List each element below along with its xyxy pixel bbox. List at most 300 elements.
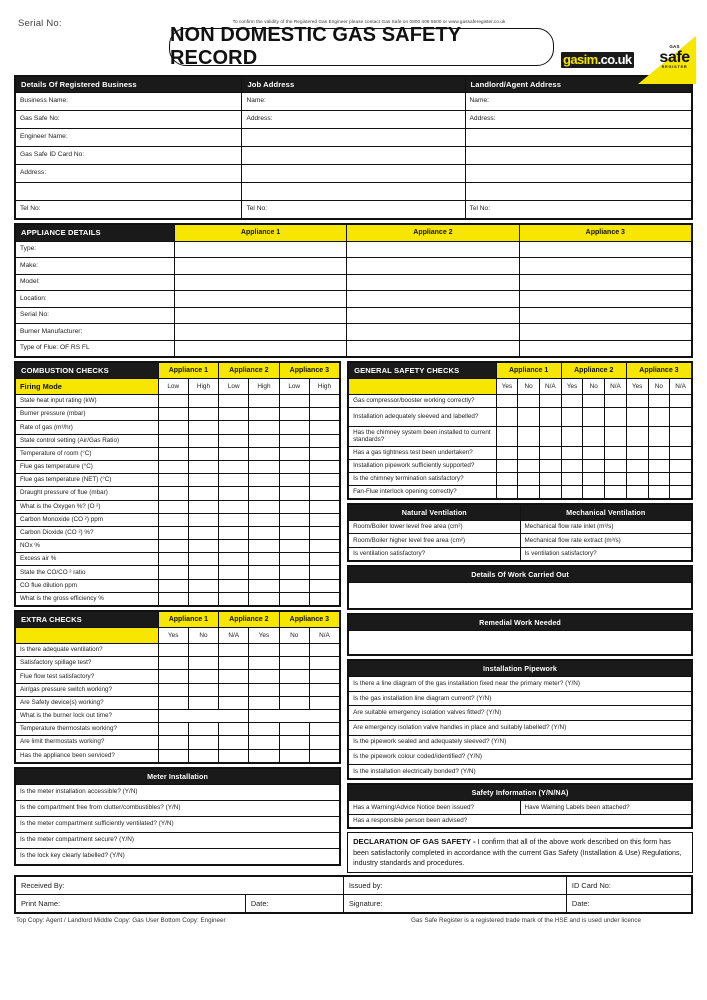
gsc-cell-3-4[interactable] xyxy=(583,446,605,459)
extra-cell-7-4[interactable] xyxy=(279,736,309,749)
gsc-cell-5-0[interactable] xyxy=(496,472,518,485)
combustion-cell-15-2[interactable] xyxy=(219,592,249,605)
appliance-2-burner-cell[interactable] xyxy=(347,324,519,341)
combustion-cell-0-5[interactable] xyxy=(309,395,339,408)
work-carried-out-input[interactable] xyxy=(349,583,692,609)
appliance-2-make-cell[interactable] xyxy=(347,258,519,275)
appliance-2-location-cell[interactable] xyxy=(347,291,519,308)
gsc-cell-3-0[interactable] xyxy=(496,446,518,459)
combustion-cell-4-4[interactable] xyxy=(279,447,309,460)
combustion-cell-10-4[interactable] xyxy=(279,526,309,539)
gsc-cell-4-6[interactable] xyxy=(626,459,648,472)
gsc-cell-3-6[interactable] xyxy=(626,446,648,459)
combustion-cell-0-3[interactable] xyxy=(249,395,279,408)
right-column xyxy=(347,361,693,876)
extra-cell-7-0[interactable] xyxy=(158,736,188,749)
combustion-cell-3-4[interactable] xyxy=(279,434,309,447)
table-row xyxy=(16,307,692,324)
combustion-cell-9-0[interactable] xyxy=(158,513,188,526)
received-by-field[interactable]: Received By: xyxy=(16,877,344,895)
gsc-cell-1-1[interactable] xyxy=(518,408,540,427)
combustion-cell-8-4[interactable] xyxy=(279,500,309,513)
appliance-1-low-header: Low xyxy=(158,379,188,395)
combustion-cell-7-4[interactable] xyxy=(279,487,309,500)
combustion-cell-6-2[interactable] xyxy=(219,474,249,487)
extra-cell-4-1[interactable] xyxy=(188,696,218,709)
gsc-cell-4-0[interactable] xyxy=(496,459,518,472)
combustion-cell-9-1[interactable] xyxy=(188,513,218,526)
gsc-cell-3-2[interactable] xyxy=(539,446,561,459)
landlord-name-field[interactable]: Name: xyxy=(465,93,691,111)
combustion-cell-11-0[interactable] xyxy=(158,540,188,553)
extra-cell-6-1[interactable] xyxy=(188,723,218,736)
combustion-cell-8-5[interactable] xyxy=(309,500,339,513)
extra-cell-0-2[interactable] xyxy=(219,644,249,657)
warning-notice-issued-field[interactable]: Has a Warning/Advice Notice been issued? xyxy=(349,801,520,815)
meter-row-4[interactable]: Is the lock key clearly labelled? (Y/N) xyxy=(16,848,340,864)
extra-cell-7-1[interactable] xyxy=(188,736,218,749)
landlord-address-line3[interactable] xyxy=(465,147,691,165)
combustion-cell-14-5[interactable] xyxy=(309,579,339,592)
combustion-cell-2-0[interactable] xyxy=(158,421,188,434)
appliance-1-type-cell[interactable] xyxy=(174,241,346,258)
business-address-field[interactable]: Address: xyxy=(16,165,242,183)
combustion-cell-6-0[interactable] xyxy=(158,474,188,487)
appliance-1-flue-cell[interactable] xyxy=(174,340,346,357)
combustion-cell-14-3[interactable] xyxy=(249,579,279,592)
pipework-row-5[interactable]: Is the pipework colour coded/identified? (Y/N) xyxy=(349,750,692,765)
table-header-row xyxy=(16,225,692,242)
combustion-cell-1-4[interactable] xyxy=(279,408,309,421)
gsc-cell-5-4[interactable] xyxy=(583,472,605,485)
combustion-cell-5-3[interactable] xyxy=(249,460,279,473)
combustion-cell-10-2[interactable] xyxy=(219,526,249,539)
business-header: Details Of Registered Business xyxy=(16,77,242,93)
extra-cell-3-0[interactable] xyxy=(158,683,188,696)
combustion-cell-12-2[interactable] xyxy=(219,553,249,566)
extra-cell-4-3[interactable] xyxy=(249,696,279,709)
extra-cell-8-5[interactable] xyxy=(309,749,339,762)
safety-information-table xyxy=(348,784,692,828)
extra-cell-0-1[interactable] xyxy=(188,644,218,657)
appliance-2-serial-cell[interactable] xyxy=(347,307,519,324)
combustion-cell-6-1[interactable] xyxy=(188,474,218,487)
gsc-cell-1-3[interactable] xyxy=(561,408,583,427)
combustion-cell-4-2[interactable] xyxy=(219,447,249,460)
pipework-row-0[interactable]: Is there a line diagram of the gas installation fixed near the primary meter? (Y/N) xyxy=(349,677,692,692)
combustion-cell-13-5[interactable] xyxy=(309,566,339,579)
extra-cell-0-4[interactable] xyxy=(279,644,309,657)
landlord-tel-field[interactable]: Tel No: xyxy=(465,201,691,219)
extra-cell-7-2[interactable] xyxy=(219,736,249,749)
extra-cell-2-5[interactable] xyxy=(309,670,339,683)
gsc-cell-6-5[interactable] xyxy=(605,485,627,498)
combustion-cell-9-2[interactable] xyxy=(219,513,249,526)
extra-cell-0-0[interactable] xyxy=(158,644,188,657)
meter-row-1[interactable]: Is the compartment free from clutter/combustibles? (Y/N) xyxy=(16,800,340,816)
combustion-cell-13-0[interactable] xyxy=(158,566,188,579)
appliance-3-type-cell[interactable] xyxy=(519,241,691,258)
extra-cell-6-0[interactable] xyxy=(158,723,188,736)
landlord-address-line4[interactable] xyxy=(465,165,691,183)
job-address-line3[interactable] xyxy=(242,147,465,165)
business-name-field[interactable]: Business Name: xyxy=(16,93,242,111)
warning-labels-attached-field[interactable]: Have Warning Labels been attached? xyxy=(520,801,691,815)
gsc-cell-1-5[interactable] xyxy=(605,408,627,427)
extra-cell-5-merged-a[interactable] xyxy=(158,709,249,722)
combustion-cell-5-4[interactable] xyxy=(279,460,309,473)
combustion-cell-3-2[interactable] xyxy=(219,434,249,447)
appliance-1-location-cell[interactable] xyxy=(174,291,346,308)
gsc-cell-0-5[interactable] xyxy=(605,395,627,408)
pipework-row-6[interactable]: Is the installation electrically bonded? (Y/N) xyxy=(349,764,692,779)
engineer-name-field[interactable]: Engineer Name: xyxy=(16,129,242,147)
gsc-cell-5-5[interactable] xyxy=(605,472,627,485)
combustion-cell-2-1[interactable] xyxy=(188,421,218,434)
extra-cell-3-2[interactable] xyxy=(219,683,249,696)
meter-row-3[interactable]: Is the meter compartment secure? (Y/N) xyxy=(16,832,340,848)
extra-cell-3-5[interactable] xyxy=(309,683,339,696)
appliance-1-header: Appliance 1 xyxy=(174,225,346,242)
extra-cell-4-5[interactable] xyxy=(309,696,339,709)
combustion-cell-2-4[interactable] xyxy=(279,421,309,434)
combustion-cell-11-5[interactable] xyxy=(309,540,339,553)
pipework-row-3[interactable]: Are emergency isolation valve handles in place and suitably labelled? (Y/N) xyxy=(349,721,692,736)
responsible-person-advised-field[interactable]: Has a responsible person been advised? xyxy=(349,814,692,828)
landlord-address-header: Landlord/Agent Address xyxy=(465,77,691,93)
combustion-cell-4-3[interactable] xyxy=(249,447,279,460)
appliance-1-burner-cell[interactable] xyxy=(174,324,346,341)
combustion-cell-13-3[interactable] xyxy=(249,566,279,579)
job-address-line4[interactable] xyxy=(242,165,465,183)
appliance-3-model-cell[interactable] xyxy=(519,274,691,291)
combustion-cell-4-1[interactable] xyxy=(188,447,218,460)
combustion-cell-7-1[interactable] xyxy=(188,487,218,500)
combustion-cell-8-1[interactable] xyxy=(188,500,218,513)
extra-cell-8-2[interactable] xyxy=(219,749,249,762)
combustion-cell-12-0[interactable] xyxy=(158,553,188,566)
extra-cell-7-3[interactable] xyxy=(249,736,279,749)
pipework-row-4[interactable]: Is the pipework sealed and adequately sleeved? (Y/N) xyxy=(349,735,692,750)
gsc-cell-0-6[interactable] xyxy=(626,395,648,408)
extra-cell-2-3[interactable] xyxy=(249,670,279,683)
extra-cell-4-2[interactable] xyxy=(219,696,249,709)
gsc-cell-2-4[interactable] xyxy=(583,427,605,447)
gsc-cell-1-6[interactable] xyxy=(626,408,648,427)
mech-vent-row-2[interactable]: Mechanical flow rate extract (m³/s) xyxy=(520,534,691,548)
extra-cell-2-0[interactable] xyxy=(158,670,188,683)
gsc-cell-6-4[interactable] xyxy=(583,485,605,498)
extra-cell-4-0[interactable] xyxy=(158,696,188,709)
gsc-cell-4-1[interactable] xyxy=(518,459,540,472)
gsc-cell-1-8[interactable] xyxy=(670,408,692,427)
combustion-cell-13-2[interactable] xyxy=(219,566,249,579)
combustion-cell-14-1[interactable] xyxy=(188,579,218,592)
combustion-cell-2-5[interactable] xyxy=(309,421,339,434)
combustion-cell-5-5[interactable] xyxy=(309,460,339,473)
combustion-cell-8-3[interactable] xyxy=(249,500,279,513)
combustion-cell-9-4[interactable] xyxy=(279,513,309,526)
table-row xyxy=(349,547,692,561)
extra-cell-3-3[interactable] xyxy=(249,683,279,696)
logo-safe-label: safe xyxy=(659,48,690,66)
gsc-cell-4-5[interactable] xyxy=(605,459,627,472)
combustion-cell-10-0[interactable] xyxy=(158,526,188,539)
pipework-row-1[interactable]: Is the gas installation line diagram current? (Y/N) xyxy=(349,691,692,706)
extra-cell-8-4[interactable] xyxy=(279,749,309,762)
combustion-cell-8-2[interactable] xyxy=(219,500,249,513)
gas-safe-id-card-field[interactable]: Gas Safe ID Card No: xyxy=(16,147,242,165)
pipework-row-2[interactable]: Are suitable emergency isolation valves fitted? (Y/N) xyxy=(349,706,692,721)
gsc-cell-3-8[interactable] xyxy=(670,446,692,459)
combustion-cell-14-4[interactable] xyxy=(279,579,309,592)
combustion-cell-7-0[interactable] xyxy=(158,487,188,500)
gsc-cell-2-0[interactable] xyxy=(496,427,518,447)
gsc-cell-3-3[interactable] xyxy=(561,446,583,459)
gsc-cell-2-2[interactable] xyxy=(539,427,561,447)
gsc-cell-4-4[interactable] xyxy=(583,459,605,472)
gsc-cell-2-8[interactable] xyxy=(670,427,692,447)
extra-cell-1-4[interactable] xyxy=(279,657,309,670)
gsc-cell-0-1[interactable] xyxy=(518,395,540,408)
date-left-field[interactable]: Date: xyxy=(245,895,343,913)
remedial-work-input[interactable] xyxy=(349,631,692,655)
gsc-cell-5-2[interactable] xyxy=(539,472,561,485)
combustion-cell-3-1[interactable] xyxy=(188,434,218,447)
appliance-1-model-cell[interactable] xyxy=(174,274,346,291)
extra-cell-0-5[interactable] xyxy=(309,644,339,657)
extra-cell-6-2[interactable] xyxy=(219,723,249,736)
appliance-2-flue-cell[interactable] xyxy=(347,340,519,357)
combustion-cell-4-5[interactable] xyxy=(309,447,339,460)
gsc-cell-6-3[interactable] xyxy=(561,485,583,498)
date-right-field[interactable]: Date: xyxy=(566,895,691,913)
gsc-cell-4-7[interactable] xyxy=(648,459,670,472)
gsc-cell-4-3[interactable] xyxy=(561,459,583,472)
gsc-cell-0-7[interactable] xyxy=(648,395,670,408)
landlord-address-line5[interactable] xyxy=(465,183,691,201)
meter-row-2[interactable]: Is the meter compartment sufficiently ventilated? (Y/N) xyxy=(16,816,340,832)
gsc-cell-3-5[interactable] xyxy=(605,446,627,459)
gasim-logo xyxy=(561,52,634,68)
combustion-cell-12-3[interactable] xyxy=(249,553,279,566)
combustion-cell-14-2[interactable] xyxy=(219,579,249,592)
gsc-cell-0-3[interactable] xyxy=(561,395,583,408)
id-card-no-field[interactable]: ID Card No: xyxy=(566,877,691,895)
combustion-cell-10-1[interactable] xyxy=(188,526,218,539)
combustion-cell-12-1[interactable] xyxy=(188,553,218,566)
appliance-3-location-cell[interactable] xyxy=(519,291,691,308)
appliance-3-serial-cell[interactable] xyxy=(519,307,691,324)
gsc-cell-2-1[interactable] xyxy=(518,427,540,447)
ventilation-table xyxy=(348,504,692,562)
gsc-cell-2-5[interactable] xyxy=(605,427,627,447)
extra-cell-6-5[interactable] xyxy=(309,723,339,736)
gsc-cell-6-1[interactable] xyxy=(518,485,540,498)
combustion-cell-2-2[interactable] xyxy=(219,421,249,434)
extra-cell-4-4[interactable] xyxy=(279,696,309,709)
job-address-line2[interactable] xyxy=(242,129,465,147)
combustion-cell-13-1[interactable] xyxy=(188,566,218,579)
gsc-cell-3-7[interactable] xyxy=(648,446,670,459)
gsc-cell-6-7[interactable] xyxy=(648,485,670,498)
gsc-cell-6-0[interactable] xyxy=(496,485,518,498)
gas-safe-no-field[interactable]: Gas Safe No: xyxy=(16,111,242,129)
extra-cell-0-3[interactable] xyxy=(249,644,279,657)
extra-cell-1-2[interactable] xyxy=(219,657,249,670)
gsc-cell-0-4[interactable] xyxy=(583,395,605,408)
extra-cell-3-1[interactable] xyxy=(188,683,218,696)
combustion-cell-7-2[interactable] xyxy=(219,487,249,500)
appliance-1-serial-cell[interactable] xyxy=(174,307,346,324)
gsc-cell-5-3[interactable] xyxy=(561,472,583,485)
combustion-cell-9-3[interactable] xyxy=(249,513,279,526)
combustion-cell-0-1[interactable] xyxy=(188,395,218,408)
gsc-cell-6-8[interactable] xyxy=(670,485,692,498)
combustion-cell-3-0[interactable] xyxy=(158,434,188,447)
extra-cell-6-3[interactable] xyxy=(249,723,279,736)
combustion-cell-11-4[interactable] xyxy=(279,540,309,553)
mech-vent-row-1[interactable]: Mechanical flow rate inlet (m³/s) xyxy=(520,520,691,534)
combustion-cell-1-2[interactable] xyxy=(219,408,249,421)
extra-cell-1-1[interactable] xyxy=(188,657,218,670)
issued-by-field[interactable]: Issued by: xyxy=(343,877,566,895)
combustion-row-label-6: Flue gas temperature (NET) (°C) xyxy=(16,474,159,487)
combustion-cell-1-0[interactable] xyxy=(158,408,188,421)
combustion-cell-4-0[interactable] xyxy=(158,447,188,460)
extra-checks-section xyxy=(14,610,341,764)
combustion-cell-15-0[interactable] xyxy=(158,592,188,605)
combustion-cell-5-1[interactable] xyxy=(188,460,218,473)
mech-vent-row-3[interactable]: Is ventilation satisfactory? xyxy=(520,547,691,561)
gsc-cell-5-7[interactable] xyxy=(648,472,670,485)
business-address-line2[interactable] xyxy=(16,183,242,201)
job-address-line5[interactable] xyxy=(242,183,465,201)
gsc-cell-0-8[interactable] xyxy=(670,395,692,408)
pipe-rows-body xyxy=(349,677,692,779)
combustion-cell-7-5[interactable] xyxy=(309,487,339,500)
combustion-cell-6-4[interactable] xyxy=(279,474,309,487)
combustion-cell-0-2[interactable] xyxy=(219,395,249,408)
natural-vent-row-3[interactable]: Is ventilation satisfactory? xyxy=(349,547,520,561)
natural-vent-row-2[interactable]: Room/Boiler higher level free area (cm²) xyxy=(349,534,520,548)
combustion-cell-15-4[interactable] xyxy=(279,592,309,605)
natural-vent-row-1[interactable]: Room/Boiler lower level free area (cm²) xyxy=(349,520,520,534)
extra-cell-2-4[interactable] xyxy=(279,670,309,683)
extra-cell-2-1[interactable] xyxy=(188,670,218,683)
job-name-field[interactable]: Name: xyxy=(242,93,465,111)
combustion-cell-7-3[interactable] xyxy=(249,487,279,500)
extra-cell-5-merged-b[interactable] xyxy=(249,709,340,722)
gsc-cell-2-3[interactable] xyxy=(561,427,583,447)
extra-cell-8-1[interactable] xyxy=(188,749,218,762)
extra-cell-8-0[interactable] xyxy=(158,749,188,762)
combustion-cell-6-5[interactable] xyxy=(309,474,339,487)
extra-cell-1-0[interactable] xyxy=(158,657,188,670)
gsc-cell-1-0[interactable] xyxy=(496,408,518,427)
job-address-field[interactable]: Address: xyxy=(242,111,465,129)
extra-cell-2-2[interactable] xyxy=(219,670,249,683)
combustion-cell-0-0[interactable] xyxy=(158,395,188,408)
appliance-3-flue-cell[interactable] xyxy=(519,340,691,357)
meter-row-0[interactable]: Is the meter installation accessible? (Y/N) xyxy=(16,784,340,800)
combustion-cell-3-3[interactable] xyxy=(249,434,279,447)
combustion-cell-8-0[interactable] xyxy=(158,500,188,513)
combustion-cell-11-2[interactable] xyxy=(219,540,249,553)
gsc-cell-4-8[interactable] xyxy=(670,459,692,472)
combustion-cell-12-4[interactable] xyxy=(279,553,309,566)
combustion-cell-15-5[interactable] xyxy=(309,592,339,605)
appliance-1-make-cell[interactable] xyxy=(174,258,346,275)
gsc-cell-5-8[interactable] xyxy=(670,472,692,485)
extra-cell-3-4[interactable] xyxy=(279,683,309,696)
combustion-cell-13-4[interactable] xyxy=(279,566,309,579)
appliance-3-make-cell[interactable] xyxy=(519,258,691,275)
print-name-field[interactable]: Print Name: xyxy=(16,895,246,913)
gsc-cell-5-6[interactable] xyxy=(626,472,648,485)
gsc-cell-1-7[interactable] xyxy=(648,408,670,427)
combustion-cell-3-5[interactable] xyxy=(309,434,339,447)
combustion-cell-11-3[interactable] xyxy=(249,540,279,553)
landlord-address-field[interactable]: Address: xyxy=(465,111,691,129)
mechanical-ventilation-title: Mechanical Ventilation xyxy=(520,504,691,520)
appliance-2-model-cell[interactable] xyxy=(347,274,519,291)
gasim-logo-gas: gasim xyxy=(563,52,598,68)
combustion-cell-1-3[interactable] xyxy=(249,408,279,421)
signature-field[interactable]: Signature: xyxy=(343,895,566,913)
combustion-cell-6-3[interactable] xyxy=(249,474,279,487)
gsc-cell-2-6[interactable] xyxy=(626,427,648,447)
extra-cell-7-5[interactable] xyxy=(309,736,339,749)
gsc-cell-1-2[interactable] xyxy=(539,408,561,427)
combustion-cell-12-5[interactable] xyxy=(309,553,339,566)
gsc-row-label-6: Fan-Flue interlock opening correctly? xyxy=(349,485,496,498)
combustion-cell-5-0[interactable] xyxy=(158,460,188,473)
safety-information-title: Safety Information (Y/N/NA) xyxy=(349,785,692,801)
combustion-cell-10-3[interactable] xyxy=(249,526,279,539)
combustion-cell-1-5[interactable] xyxy=(309,408,339,421)
extra-cell-1-5[interactable] xyxy=(309,657,339,670)
gsc-cell-1-4[interactable] xyxy=(583,408,605,427)
extra-cell-6-4[interactable] xyxy=(279,723,309,736)
combustion-cell-11-1[interactable] xyxy=(188,540,218,553)
appliance-3-burner-cell[interactable] xyxy=(519,324,691,341)
extra-cell-8-3[interactable] xyxy=(249,749,279,762)
combustion-cell-2-3[interactable] xyxy=(249,421,279,434)
combustion-cell-1-1[interactable] xyxy=(188,408,218,421)
gsc-cell-6-2[interactable] xyxy=(539,485,561,498)
gsc-cell-5-1[interactable] xyxy=(518,472,540,485)
combustion-cell-15-3[interactable] xyxy=(249,592,279,605)
landlord-address-line2[interactable] xyxy=(465,129,691,147)
gsc-cell-3-1[interactable] xyxy=(518,446,540,459)
combustion-cell-15-1[interactable] xyxy=(188,592,218,605)
appliance-2-type-cell[interactable] xyxy=(347,241,519,258)
extra-cell-1-3[interactable] xyxy=(249,657,279,670)
combustion-cell-9-5[interactable] xyxy=(309,513,339,526)
gsc-cell-0-0[interactable] xyxy=(496,395,518,408)
combustion-cell-5-2[interactable] xyxy=(219,460,249,473)
gsc-cell-2-7[interactable] xyxy=(648,427,670,447)
job-tel-field[interactable]: Tel No: xyxy=(242,201,465,219)
combustion-cell-14-0[interactable] xyxy=(158,579,188,592)
business-tel-field[interactable]: Tel No: xyxy=(16,201,242,219)
combustion-cell-0-4[interactable] xyxy=(279,395,309,408)
gsc-cell-6-6[interactable] xyxy=(626,485,648,498)
gsc-cell-0-2[interactable] xyxy=(539,395,561,408)
combustion-cell-10-5[interactable] xyxy=(309,526,339,539)
gsc-cell-4-2[interactable] xyxy=(539,459,561,472)
